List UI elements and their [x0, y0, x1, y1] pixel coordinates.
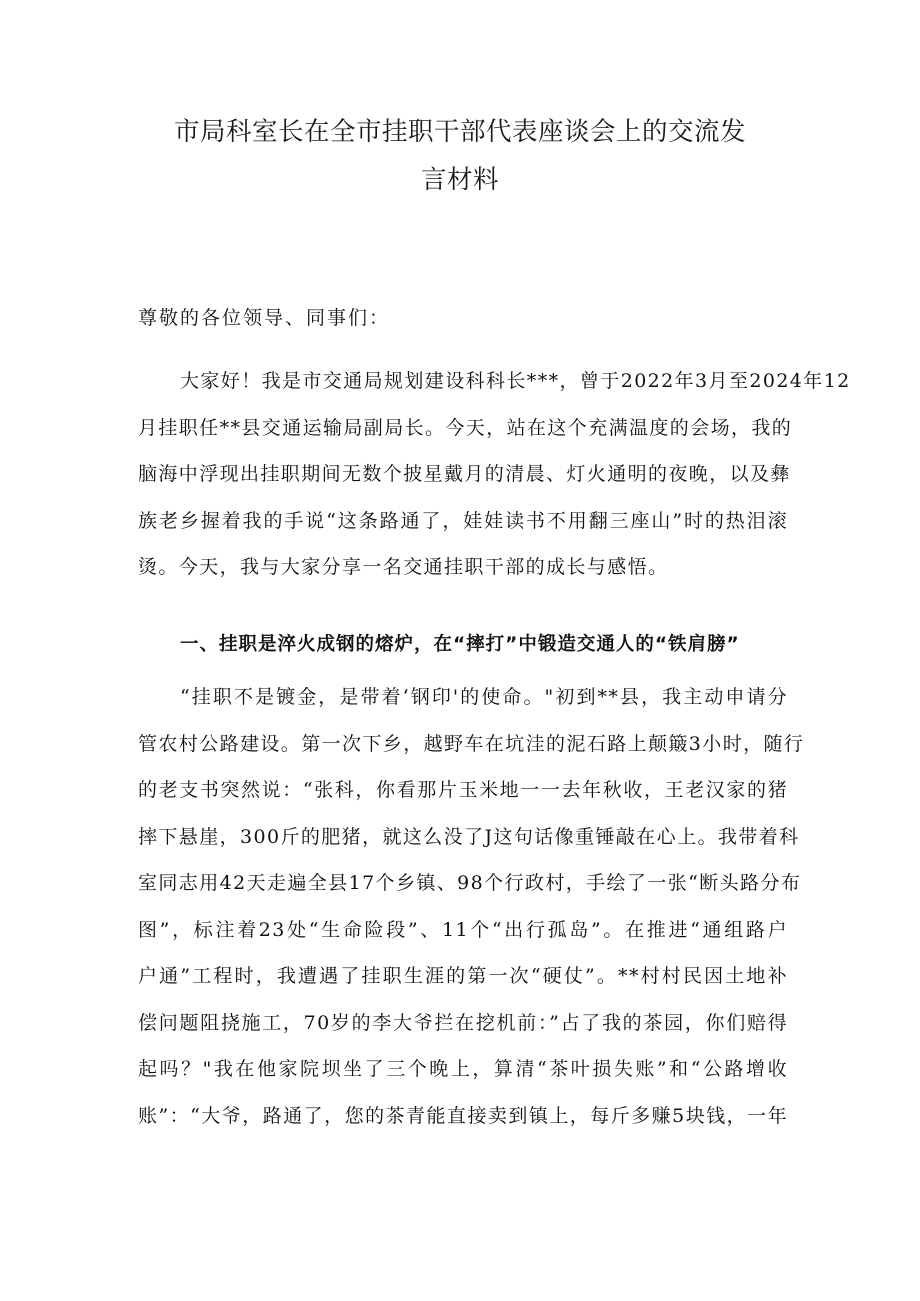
paragraph-line: 脑海中浮现出挂职期间无数个披星戴月的清晨、灯火通明的夜晚，以及彝	[138, 463, 791, 485]
paragraph-line: 大家好！我是市交通局规划建设科科长***，曾于2022年3月至2024年12	[180, 370, 851, 392]
paragraph-line: 偿问题阻挠施工，70岁的李大爷拦在挖机前：”占了我的茶园，你们赔得	[138, 1011, 788, 1034]
title-line: 市局科室长在全市挂职干部代表座谈会上的交流发	[173, 117, 746, 147]
paragraph-line: 月挂职任**县交通运输局副局长。今天，站在这个充满温度的会场，我的	[138, 416, 793, 439]
title-line: 言材料	[420, 165, 499, 195]
paragraph-line: 烫。今天，我与大家分享一名交通挂职干部的成长与感悟。	[138, 556, 669, 578]
paragraph-line: 管农村公路建设。第一次下乡，越野车在坑洼的泥石路上颠簸3小时，随行	[138, 732, 805, 755]
paragraph-line: 户通”工程时，我遭遇了挂职生涯的第一次“硬仗”。**村村民因土地补	[138, 965, 788, 987]
paragraph-line: 账”：“大爷，路通了，您的茶青能直接卖到镇上，每斤多赚5块钱，一年	[138, 1104, 788, 1127]
paragraph-section-1	[138, 674, 805, 1139]
paragraph-line: 室同志用42天走遍全县17个乡镇、98个行政村，手绘了一张“断头路分布	[138, 872, 802, 894]
paragraph-line: “挂职不是镀金，是带着‘钢印'的使命。"初到**县，我主动申请分	[180, 686, 788, 708]
paragraph-line: 起吗？"我在他家院坝坐了三个晚上，算清“茶叶损失账”和“公路增收	[138, 1058, 788, 1080]
paragraph-opening	[138, 358, 851, 591]
paragraph-line: 族老乡握着我的手说“这条路通了，娃娃读书不用翻三座山”时的热泪滚	[138, 509, 788, 532]
salutation: 尊敬的各位领导、同事们：	[138, 307, 391, 329]
paragraph-line: 的老支书突然说：“张科，你看那片玉米地一一去年秋收，王老汉家的猪	[138, 779, 788, 801]
document-title	[0, 108, 920, 204]
paragraph-line: 摔下悬崖，300斤的肥猪，就这么没了J这句话像重锤敲在心上。我带着科	[138, 825, 800, 848]
section-heading-1: 一、挂职是淬火成钢的熔炉，在“摔打”中锻造交通人的“铁肩膀”	[180, 634, 740, 655]
paragraph-line: 图”，标注着23处“生命险段”、11个“出行孤岛”。在推进“通组路户	[138, 918, 788, 941]
